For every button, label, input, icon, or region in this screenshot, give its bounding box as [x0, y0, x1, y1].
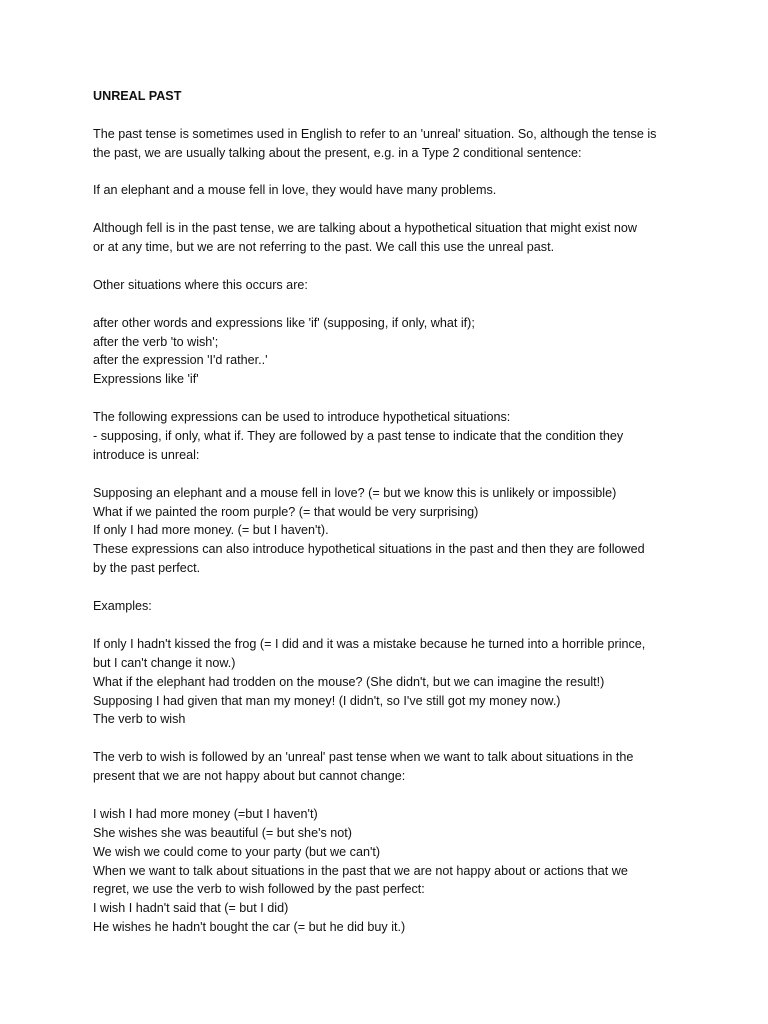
- paragraph-gap: [93, 578, 693, 597]
- text-line: If an elephant and a mouse fell in love, they would have many problems.: [93, 183, 497, 198]
- paragraph-gap: [93, 389, 693, 408]
- paragraph: [93, 748, 693, 786]
- paragraph-gap: [93, 257, 693, 276]
- document-paragraphs: [93, 125, 693, 937]
- text-line: Supposing an elephant and a mouse fell in love? (= but we know this is unlikely or impossible): [93, 485, 617, 500]
- text-line: We wish we could come to your party (but we can't): [93, 844, 381, 859]
- text-line: regret, we use the verb to wish followed by the past perfect:: [93, 882, 425, 897]
- text-line: When we want to talk about situations in the past that we are not happy about or actions that we: [93, 863, 628, 878]
- text-line: If only I had more money. (= but I haven't).: [93, 523, 329, 538]
- text-line: The verb to wish: [93, 712, 186, 727]
- text-line: present that we are not happy about but cannot change:: [93, 769, 406, 784]
- paragraph: [93, 635, 693, 729]
- text-line: She wishes she was beautiful (= but she's not): [93, 825, 352, 840]
- text-line: What if we painted the room purple? (= that would be very surprising): [93, 504, 479, 519]
- text-line: after the verb 'to wish';: [93, 334, 219, 349]
- text-line: What if the elephant had trodden on the mouse? (She didn't, but we can imagine the result!): [93, 674, 605, 689]
- text-line: Examples:: [93, 599, 152, 614]
- text-line: - supposing, if only, what if. They are followed by a past tense to indicate that the condition they: [93, 429, 624, 444]
- paragraph-gap: [93, 200, 693, 219]
- paragraph: [93, 805, 693, 937]
- paragraph-gap: [93, 465, 693, 484]
- text-line: introduce is unreal:: [93, 447, 200, 462]
- paragraph-gap: [93, 295, 693, 314]
- text-line: Although fell is in the past tense, we are talking about a hypothetical situation that might exist now: [93, 221, 637, 236]
- text-line: Expressions like 'if': [93, 372, 199, 387]
- text-line: or at any time, but we are not referring to the past. We call this use the unreal past.: [93, 240, 555, 255]
- paragraph-gap: [93, 106, 693, 125]
- text-line: by the past perfect.: [93, 561, 201, 576]
- text-line: Other situations where this occurs are:: [93, 277, 308, 292]
- text-line: after other words and expressions like 'if' (supposing, if only, what if);: [93, 315, 475, 330]
- text-line: the past, we are usually talking about the present, e.g. in a Type 2 conditional sentence:: [93, 145, 582, 160]
- paragraph: [93, 314, 693, 390]
- text-line: The following expressions can be used to introduce hypothetical situations:: [93, 410, 511, 425]
- paragraph: [93, 219, 693, 257]
- paragraph: [93, 484, 693, 578]
- paragraph-gap: [93, 786, 693, 805]
- text-line: Supposing I had given that man my money! (I didn't, so I've still got my money now.): [93, 693, 561, 708]
- text-line: If only I hadn't kissed the frog (= I did and it was a mistake because he turned into a horrible prince,: [93, 636, 646, 651]
- text-line: The past tense is sometimes used in English to refer to an 'unreal' situation. So, although the tense is: [93, 126, 657, 141]
- document-title: UNREAL PAST: [93, 89, 182, 103]
- paragraph: [93, 276, 693, 295]
- paragraph: [93, 597, 693, 616]
- text-line: I wish I had more money (=but I haven't): [93, 806, 318, 821]
- paragraph: [93, 125, 693, 163]
- text-line: I wish I hadn't said that (= but I did): [93, 901, 289, 916]
- text-line: The verb to wish is followed by an 'unreal' past tense when we want to talk about situations in the: [93, 750, 634, 765]
- text-line: but I can't change it now.): [93, 655, 236, 670]
- paragraph-gap: [93, 729, 693, 748]
- paragraph-gap: [93, 163, 693, 182]
- paragraph: [93, 181, 693, 200]
- text-line: after the expression 'I'd rather..': [93, 353, 268, 368]
- text-line: He wishes he hadn't bought the car (= but he did buy it.): [93, 920, 406, 935]
- text-line: These expressions can also introduce hypothetical situations in the past and then they are followed: [93, 542, 645, 557]
- paragraph: [93, 408, 693, 465]
- document-body: [93, 87, 693, 937]
- paragraph-gap: [93, 616, 693, 635]
